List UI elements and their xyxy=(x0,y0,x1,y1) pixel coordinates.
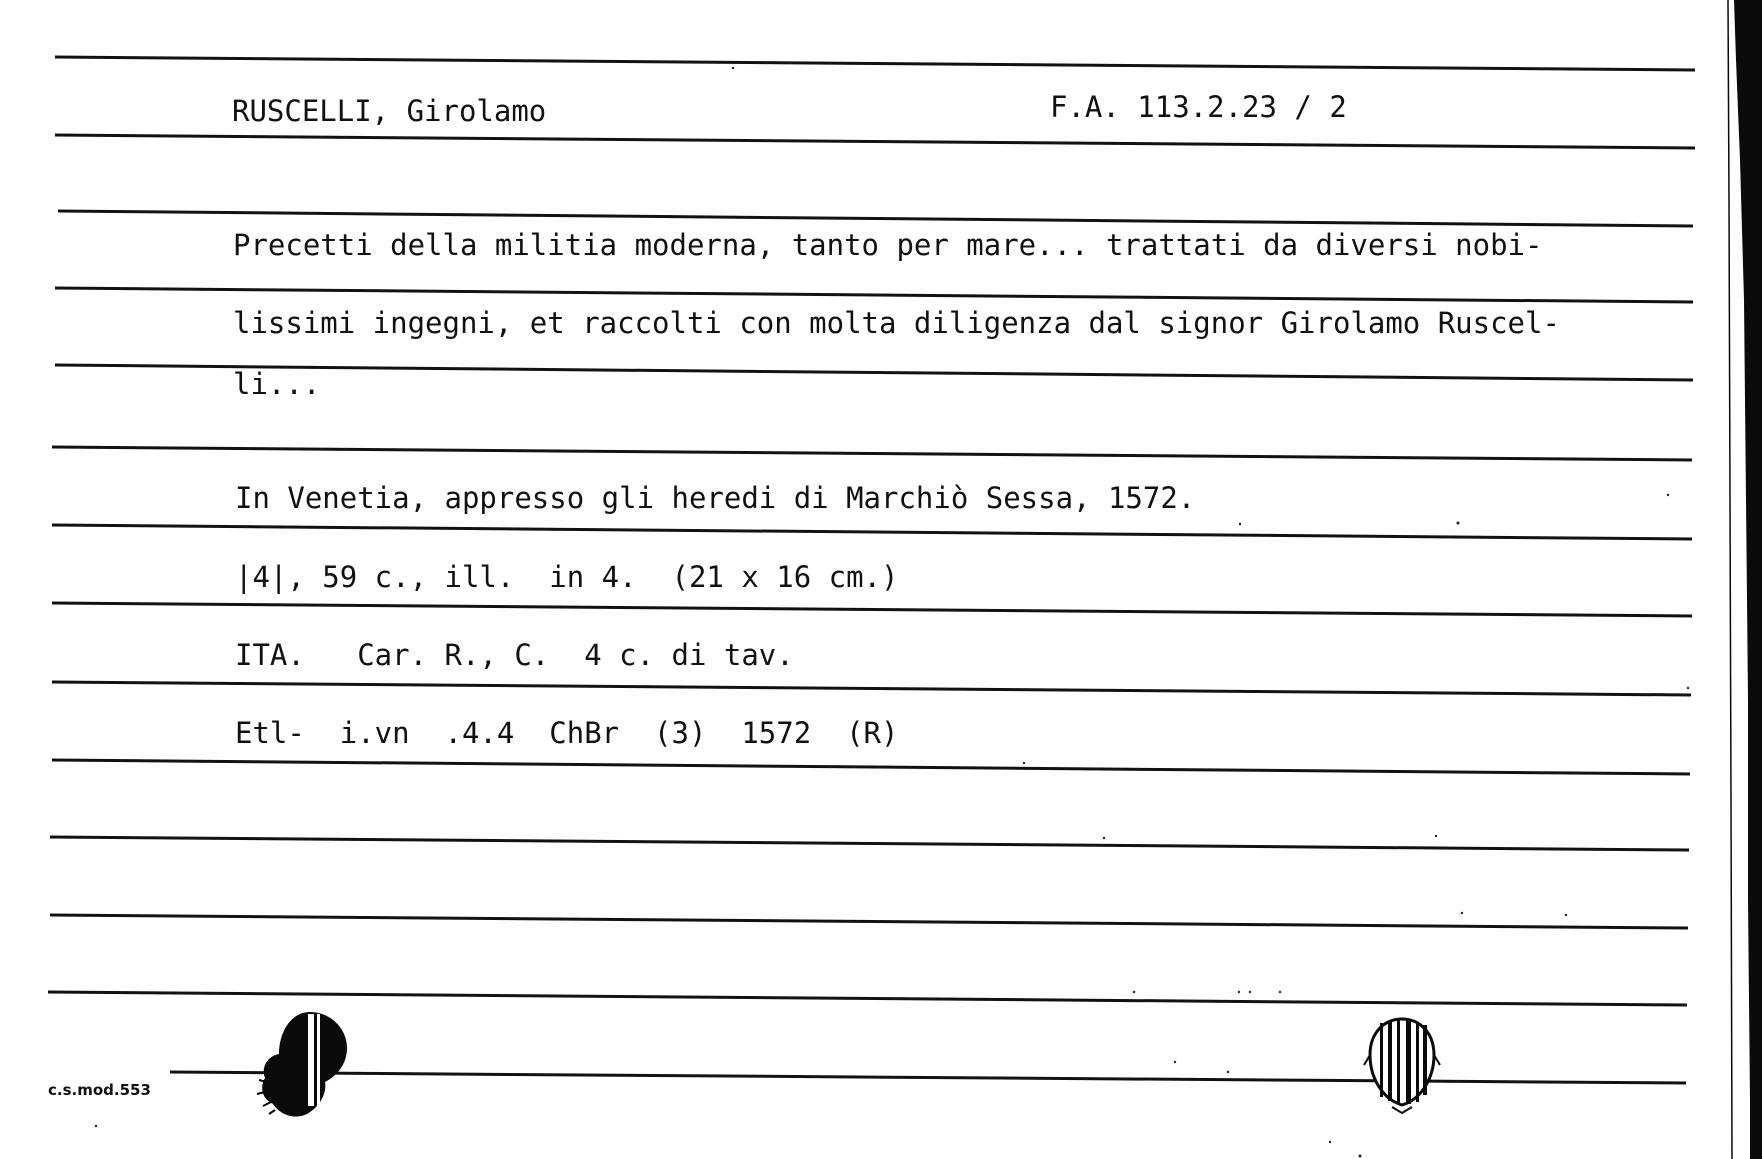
author-heading: RUSCELLI, Girolamo xyxy=(232,94,547,128)
rule-line xyxy=(55,57,1695,70)
card-edge-shadow xyxy=(1726,0,1762,1159)
form-code-label: c.s.mod.553 xyxy=(48,1081,151,1099)
rule-line xyxy=(50,915,1688,928)
fingerprint-line: Etl- i.vn .4.4 ChBr (3) 1572 (R) xyxy=(235,716,899,750)
rule-line xyxy=(58,211,1693,226)
rule-line xyxy=(55,135,1695,148)
title-line-3: li... xyxy=(233,367,321,401)
punch-hole-right xyxy=(1362,1015,1442,1115)
rule-line xyxy=(52,760,1690,774)
rule-line xyxy=(52,682,1691,695)
rule-line xyxy=(170,1072,1686,1083)
rule-line xyxy=(55,288,1693,302)
rule-line xyxy=(48,992,1687,1005)
shelfmark: F.A. 113.2.23 / 2 xyxy=(1050,90,1347,124)
rule-line xyxy=(52,447,1692,460)
title-line-1: Precetti della militia moderna, tanto per mare... trattati da diversi nobi- xyxy=(233,228,1543,262)
rule-line xyxy=(52,525,1692,539)
notes-line: ITA. Car. R., C. 4 c. di tav. xyxy=(235,638,794,672)
title-line-2: lissimi ingegni, et raccolti con molta diligenza dal signor Girolamo Ruscel- xyxy=(233,306,1560,340)
rule-line xyxy=(52,603,1692,616)
imprint-line: In Venetia, appresso gli heredi di Marchiò Sessa, 1572. xyxy=(235,481,1196,515)
collation-line: |4|, 59 c., ill. in 4. (21 x 16 cm.) xyxy=(235,560,899,594)
rule-line xyxy=(50,837,1689,850)
punch-hole-left xyxy=(255,1010,355,1120)
